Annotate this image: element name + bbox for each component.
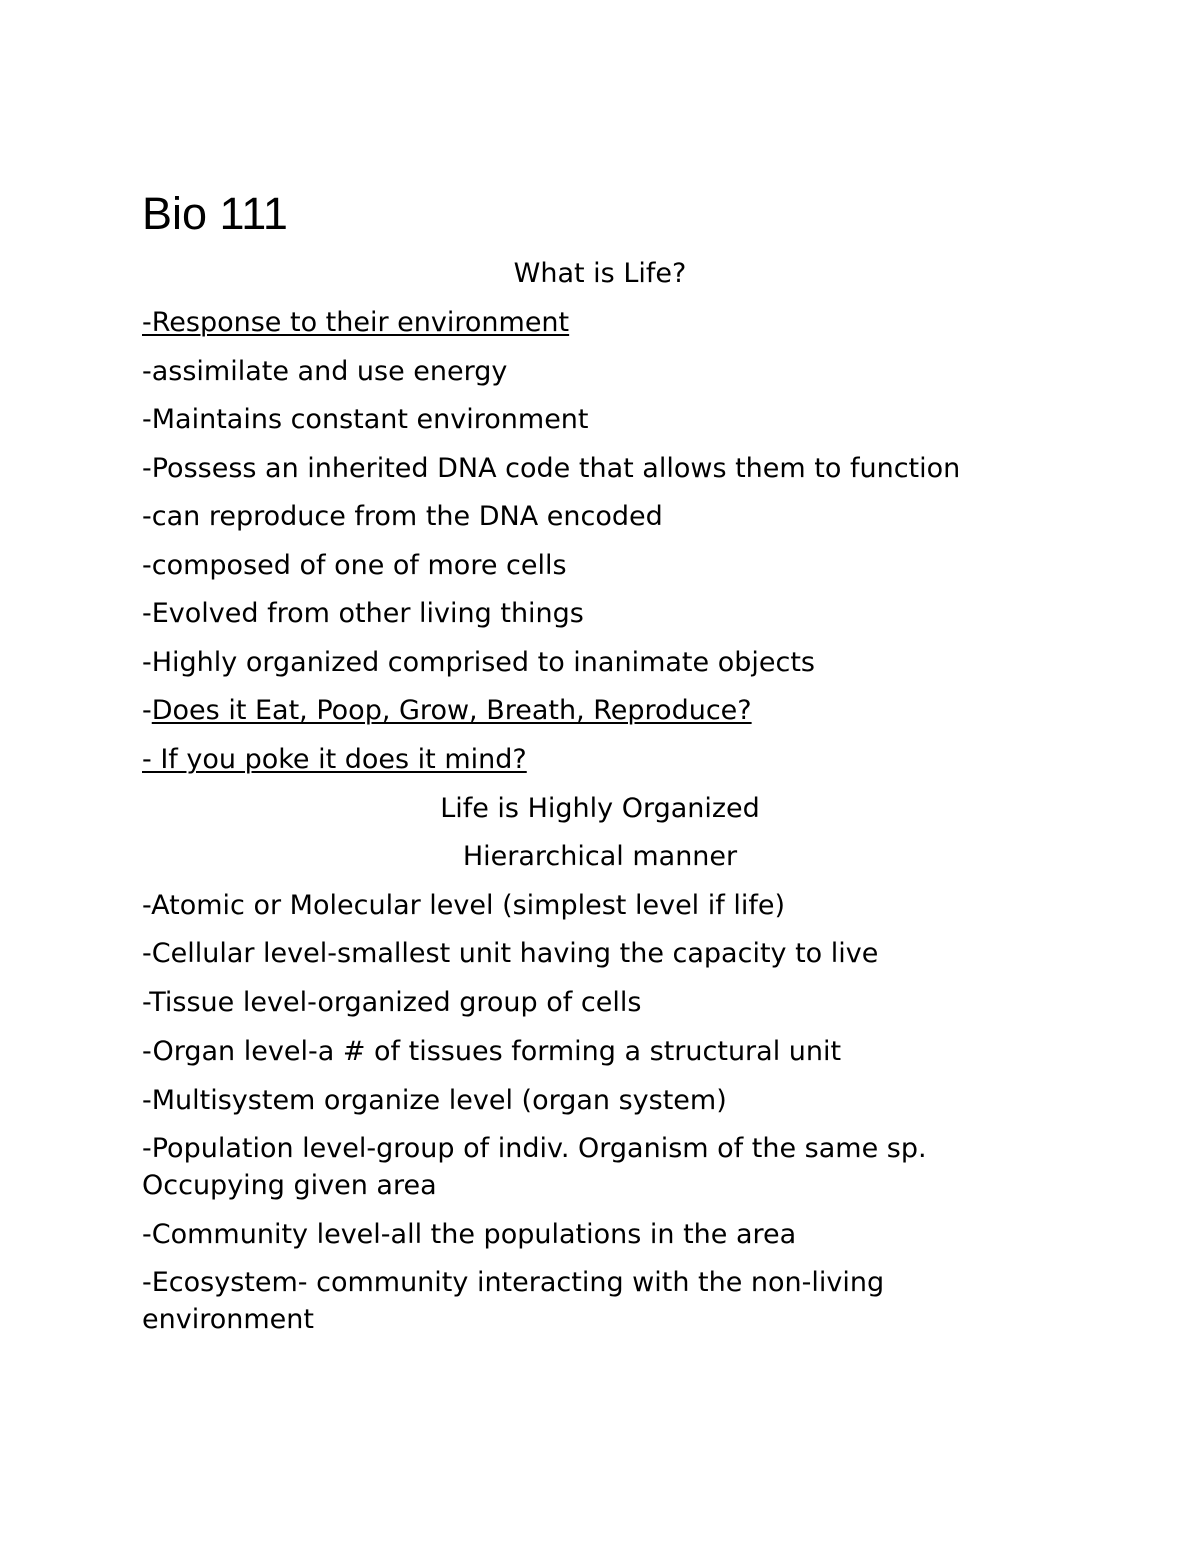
level-population: -Population level-group of indiv. Organism of the same sp. bbox=[142, 1133, 927, 1164]
life-trait-organized: -Highly organized comprised to inanimate objects bbox=[142, 647, 815, 678]
heading-hierarchical: Hierarchical manner bbox=[462, 841, 738, 872]
level-population-continued: Occupying given area bbox=[142, 1170, 437, 1201]
question-prefix: - bbox=[142, 695, 152, 726]
life-trait-reproduce: -can reproduce from the DNA encoded bbox=[142, 501, 663, 532]
life-trait-evolved: -Evolved from other living things bbox=[142, 598, 584, 629]
level-organ: -Organ level-a # of tissues forming a structural unit bbox=[142, 1036, 842, 1067]
level-ecosystem-continued: environment bbox=[142, 1304, 314, 1335]
life-trait-response: -Response to their environment bbox=[142, 307, 570, 338]
question-eat-poop-grow bbox=[142, 692, 752, 729]
document-title: Bio 111 bbox=[142, 188, 288, 239]
life-trait-dna: -Possess an inherited DNA code that allows them to function bbox=[142, 453, 961, 484]
heading-life-organized: Life is Highly Organized bbox=[440, 793, 760, 824]
life-trait-energy: -assimilate and use energy bbox=[142, 356, 508, 387]
level-tissue: -Tissue level-organized group of cells bbox=[142, 987, 642, 1018]
level-multisystem: -Multisystem organize level (organ system) bbox=[142, 1085, 727, 1116]
level-atomic: -Atomic or Molecular level (simplest level if life) bbox=[142, 890, 786, 921]
level-ecosystem: -Ecosystem- community interacting with the non-living bbox=[142, 1267, 885, 1298]
life-trait-cells: -composed of one of more cells bbox=[142, 550, 567, 581]
level-cellular: -Cellular level-smallest unit having the capacity to live bbox=[142, 938, 879, 969]
life-trait-homeostasis: -Maintains constant environment bbox=[142, 404, 589, 435]
heading-what-is-life: What is Life? bbox=[513, 258, 687, 289]
question-eat-poop-grow-text: Does it Eat, Poop, Grow, Breath, Reproduce? bbox=[151, 695, 752, 726]
level-community: -Community level-all the populations in the area bbox=[142, 1219, 797, 1250]
question-poke: - If you poke it does it mind? bbox=[142, 744, 527, 775]
